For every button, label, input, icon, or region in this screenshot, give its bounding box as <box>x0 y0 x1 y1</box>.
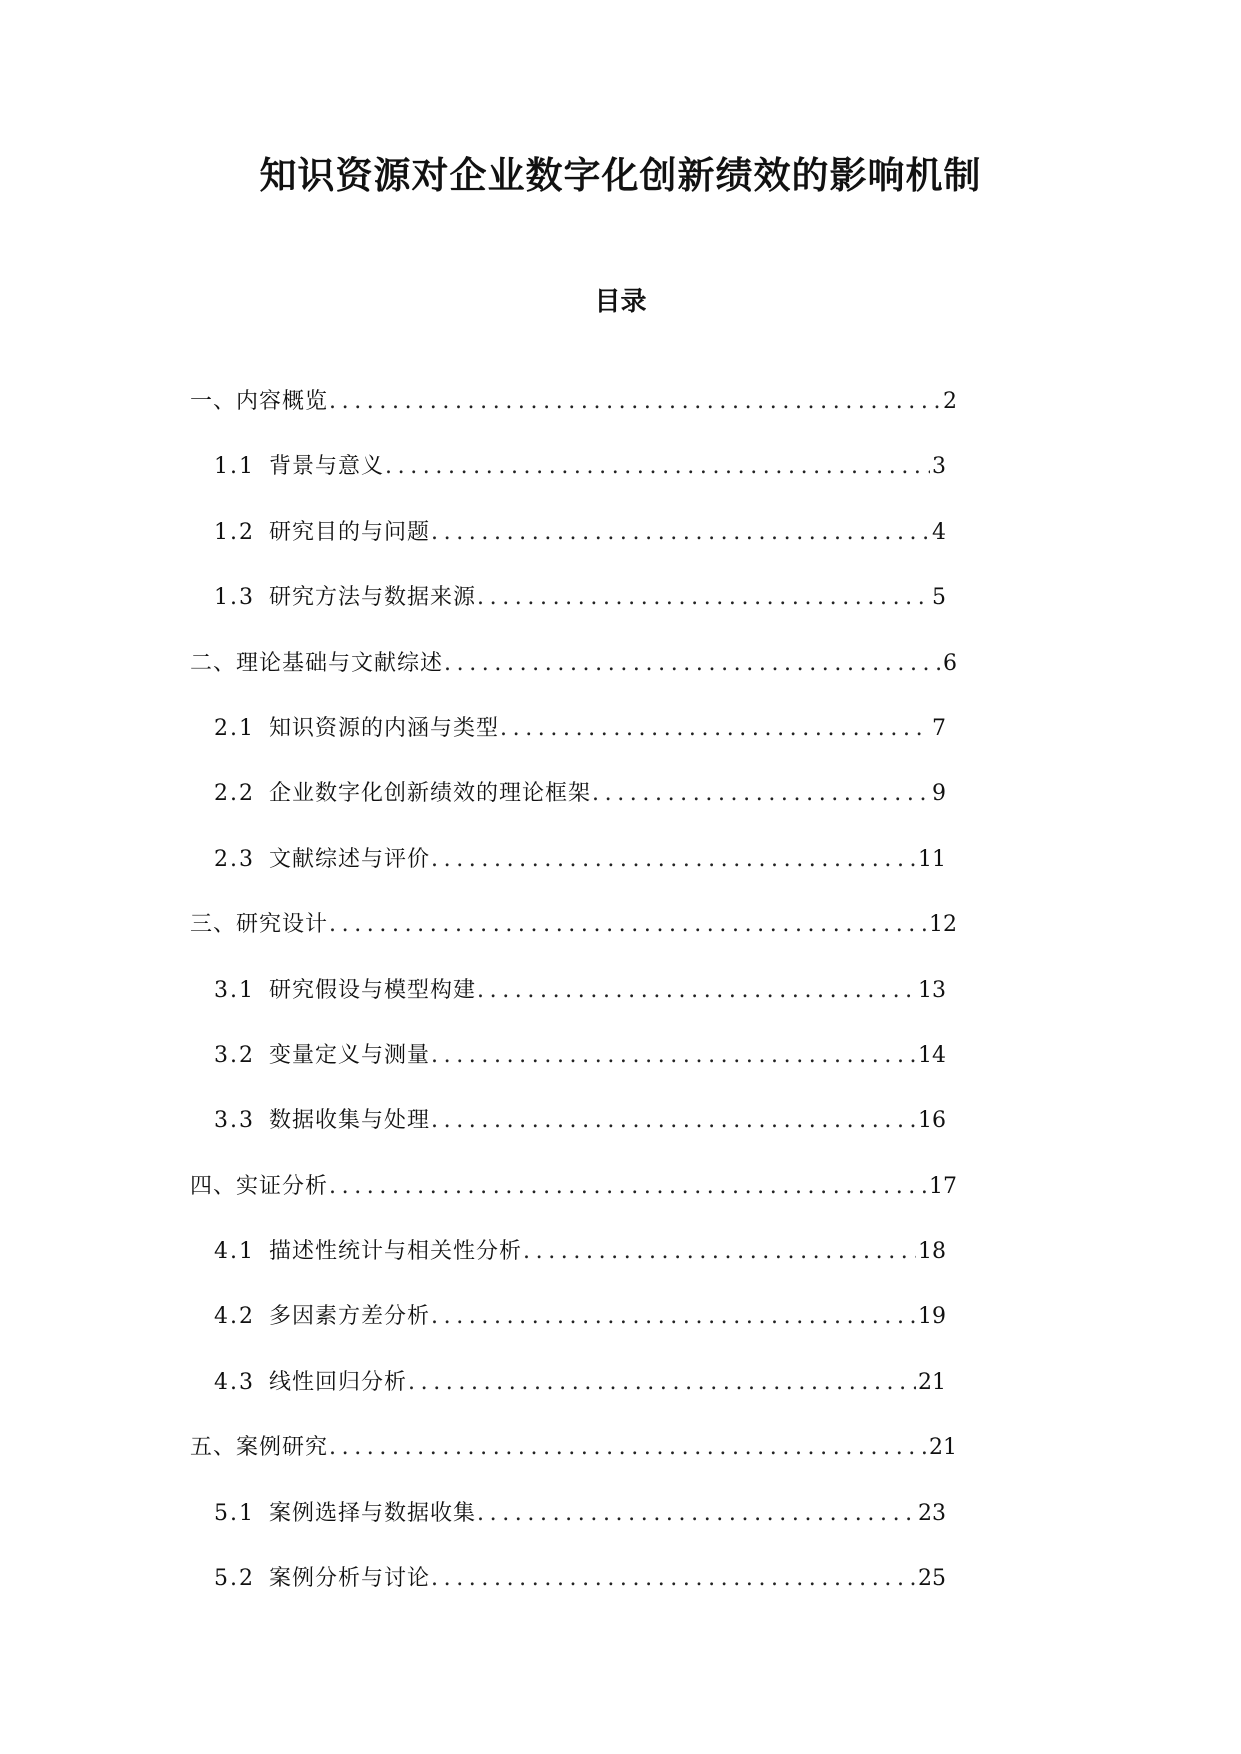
toc-entry-number: 1.3 <box>214 585 255 611</box>
toc-entry-title: 变量定义与测量 <box>269 1042 431 1068</box>
toc-dot-leader <box>476 973 916 1009</box>
toc-dot-leader <box>328 1169 927 1205</box>
toc-entry-number: 4.2 <box>214 1304 255 1330</box>
toc-entry-number: 2.3 <box>214 846 255 872</box>
toc-page-number: 7 <box>932 715 946 741</box>
toc-entry-title: 研究目的与问题 <box>269 519 431 545</box>
toc-entry-title: 企业数字化创新绩效的理论框架 <box>269 781 592 807</box>
toc-entry[interactable] <box>214 973 946 1038</box>
toc-page-number: 12 <box>929 912 957 938</box>
toc-entry[interactable] <box>214 1561 946 1626</box>
toc-entry-title: 四、实证分析 <box>190 1173 329 1199</box>
toc-entry[interactable] <box>214 1234 946 1299</box>
toc-entry[interactable] <box>214 1496 946 1561</box>
toc-entry-number: 3.3 <box>214 1108 255 1134</box>
toc-dot-leader <box>443 646 941 682</box>
toc-dot-leader <box>591 776 930 812</box>
toc-entry-number: 2.1 <box>214 715 255 741</box>
toc-entry-title: 五、案例研究 <box>190 1435 329 1461</box>
toc-entry-title: 描述性统计与相关性分析 <box>269 1239 523 1265</box>
toc-entry[interactable] <box>190 646 957 711</box>
toc-entry[interactable] <box>214 1038 946 1103</box>
toc-entry[interactable] <box>214 1299 946 1364</box>
toc-page-number: 17 <box>929 1173 957 1199</box>
toc-entry-title: 线性回归分析 <box>269 1369 408 1395</box>
toc-page-number: 18 <box>918 1239 946 1265</box>
toc-page-number: 21 <box>918 1369 946 1395</box>
toc-entry[interactable] <box>190 1169 957 1234</box>
toc-dot-leader <box>499 711 930 747</box>
toc-dot-leader <box>328 1430 927 1466</box>
toc-entry[interactable] <box>214 515 946 580</box>
toc-entry-number: 5.1 <box>214 1500 255 1526</box>
toc-entry[interactable] <box>190 907 957 972</box>
toc-page-number: 4 <box>932 519 946 545</box>
toc-entry-title: 研究假设与模型构建 <box>269 977 477 1003</box>
toc-entry[interactable] <box>214 580 946 645</box>
document-title: 知识资源对企业数字化创新绩效的影响机制 <box>259 153 982 197</box>
toc-page-number: 9 <box>932 781 946 807</box>
toc-entry-title: 文献综述与评价 <box>269 846 431 872</box>
toc-page-number: 25 <box>918 1566 946 1592</box>
toc-entry-title: 案例分析与讨论 <box>269 1566 431 1592</box>
toc-entry[interactable] <box>214 711 946 776</box>
toc-entry-number: 2.2 <box>214 781 255 807</box>
toc-entry[interactable] <box>190 384 957 449</box>
toc-entry[interactable] <box>214 1365 946 1430</box>
toc-entry-number: 5.2 <box>214 1566 255 1592</box>
toc-entry-title: 研究方法与数据来源 <box>269 585 477 611</box>
toc-heading: 目录 <box>594 287 647 317</box>
toc-dot-leader <box>430 515 930 551</box>
toc-entry-number: 4.1 <box>214 1239 255 1265</box>
toc-dot-leader <box>430 1038 916 1074</box>
toc-entry-title: 背景与意义 <box>269 454 385 480</box>
toc-page-number: 19 <box>918 1304 946 1330</box>
toc-entry[interactable] <box>214 449 946 514</box>
toc-page-number: 5 <box>932 585 946 611</box>
toc-entry-title: 知识资源的内涵与类型 <box>269 715 500 741</box>
toc-entry-number: 1.1 <box>214 454 255 480</box>
toc-dot-leader <box>430 842 916 878</box>
toc-dot-leader <box>328 907 927 943</box>
toc-entry[interactable] <box>214 776 946 841</box>
toc-entry[interactable] <box>214 842 946 907</box>
toc-page-number: 2 <box>943 389 957 414</box>
toc-entry-number: 4.3 <box>214 1369 255 1395</box>
toc-entry-title: 三、研究设计 <box>190 912 329 938</box>
toc-entry[interactable] <box>190 1430 957 1495</box>
toc-page-number: 23 <box>918 1500 946 1526</box>
toc-dot-leader <box>407 1365 916 1401</box>
toc-page-number: 3 <box>932 454 946 480</box>
toc-page-number: 11 <box>918 846 946 872</box>
table-of-contents <box>0 384 1241 1626</box>
toc-dot-leader <box>430 1561 916 1597</box>
toc-entry-number: 3.2 <box>214 1042 255 1068</box>
toc-entry-title: 一、内容概览 <box>190 389 329 414</box>
toc-page-number: 6 <box>943 650 957 676</box>
toc-dot-leader <box>384 449 930 485</box>
toc-page-number: 21 <box>929 1435 957 1461</box>
toc-entry-number: 3.1 <box>214 977 255 1003</box>
toc-page-number: 14 <box>918 1042 946 1068</box>
toc-page-number: 13 <box>918 977 946 1003</box>
toc-entry-title: 多因素方差分析 <box>269 1304 431 1330</box>
toc-dot-leader <box>430 1103 916 1139</box>
toc-dot-leader <box>328 384 941 420</box>
toc-dot-leader <box>476 1496 916 1532</box>
toc-dot-leader <box>430 1299 916 1335</box>
toc-entry[interactable] <box>214 1103 946 1168</box>
toc-dot-leader <box>522 1234 916 1270</box>
toc-page-number: 16 <box>918 1108 946 1134</box>
toc-entry-title: 案例选择与数据收集 <box>269 1500 477 1526</box>
toc-entry-title: 二、理论基础与文献综述 <box>190 650 444 676</box>
toc-dot-leader <box>476 580 930 616</box>
toc-entry-number: 1.2 <box>214 519 255 545</box>
toc-entry-title: 数据收集与处理 <box>269 1108 431 1134</box>
